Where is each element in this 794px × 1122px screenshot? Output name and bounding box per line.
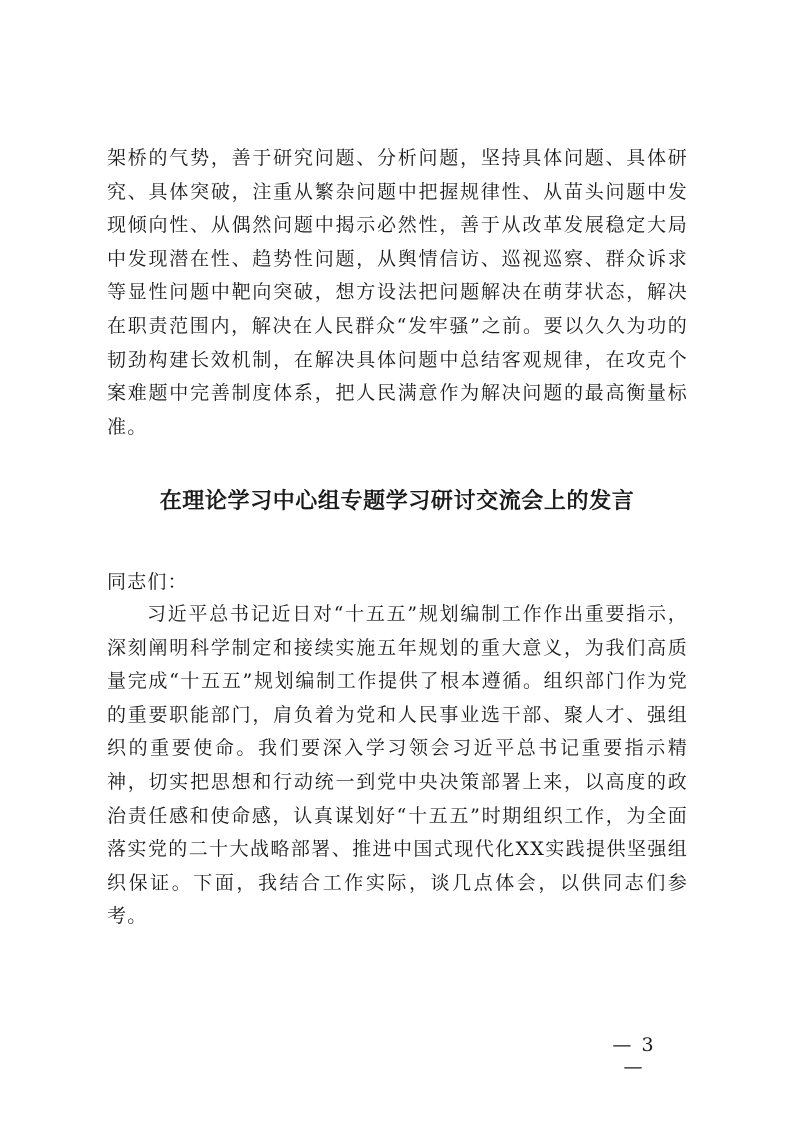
salutation: 同志们： bbox=[107, 571, 188, 593]
speech-title: 在理论学习中心组专题学习研讨交流会上的发言 bbox=[159, 489, 635, 514]
page-number: — 3 — bbox=[612, 1034, 656, 1078]
continued-paragraph: 架桥的气势，善于研究问题、分析问题，坚持具体问题、具体研究、具体突破，注重从繁杂问题中把握规律性、从苗头问题中发现倾向性、从偶然问题中揭示必然性，善于从改革发展稳定大局中发现潜在性、趋势性问题，从舆情信访、巡视巡察、群众诉求等显性问题中靶向突破，想方设法把问题解决在萌芽状态，解决在职责范围内，解决在人民群众“发牢骚”之前。要以久久为功的韧劲构建长效机制，在解决具体问题中总结客观规律，在攻克个案难题中完善制度体系，把人民满意作为解决问题的最高衡量标准。 bbox=[107, 147, 688, 438]
main-paragraph: 习近平总书记近日对“十五五”规划编制工作作出重要指示，深刻阐明科学制定和接续实施五年规划的重大意义，为我们高质量完成“十五五”规划编制工作提供了根本遵循。组织部门作为党的重要职能部门，肩负着为党和人民事业选干部、聚人才、强组织的重要使命。我们要深入学习领会习近平总书记重要指示精神，切实把思想和行动统一到党中央决策部署上来，以高度的政治责任感和使命感，认真谋划好“十五五”时期组织工作，为全面落实党的二十大战略部署、推进中国式现代化XX实践提供坚强组织保证。下面，我结合工作实际，谈几点体会，以供同志们参考。 bbox=[107, 603, 688, 928]
